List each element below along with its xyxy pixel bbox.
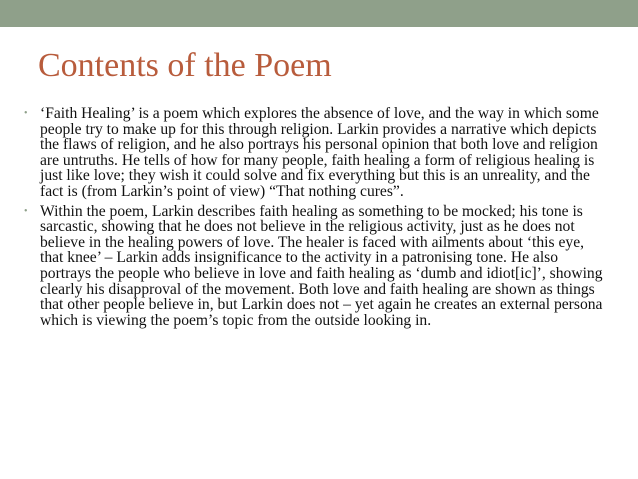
bullet-list xyxy=(24,106,610,332)
bullet-text: Within the poem, Larkin describes faith healing as something to be mocked; his tone is sarcastic, showing that he does not believe in the religious activity, just as he does not believe in the healing powers of love. The healer is faced with ailments about ‘this eye, that knee’ – Larkin adds insignificance to the activity in a patronising tone. He also portrays the people who believe in love and faith healing as ‘dumb and idiot[ic]’, showing clearly his disapproval of the movement. Both love and faith healing are shown as things that other people believe in, but Larkin does not – yet again he creates an external persona which is viewing the poem’s topic from the outside looking in. xyxy=(40,202,603,329)
bullet-item xyxy=(24,106,610,200)
bullet-marker: • xyxy=(24,108,28,119)
slide-top-bar xyxy=(0,0,638,27)
bullet-item xyxy=(24,204,610,329)
slide-title: Contents of the Poem xyxy=(38,47,332,84)
bullet-marker: • xyxy=(24,205,28,217)
bullet-text: ‘Faith Healing’ is a poem which explores the absence of love, and the way in which some people try to make up for this through religion. Larkin provides a narrative which depicts the flaws of religion, and he also portrays his personal opinion that both love and religion are untruths. He tells of how for many people, faith healing a form of religious healing is just like love; they wish it could solve and fix everything but this is an unreality, and the fact is (from Larkin’s point of view) “That nothing cures”. xyxy=(40,105,599,200)
